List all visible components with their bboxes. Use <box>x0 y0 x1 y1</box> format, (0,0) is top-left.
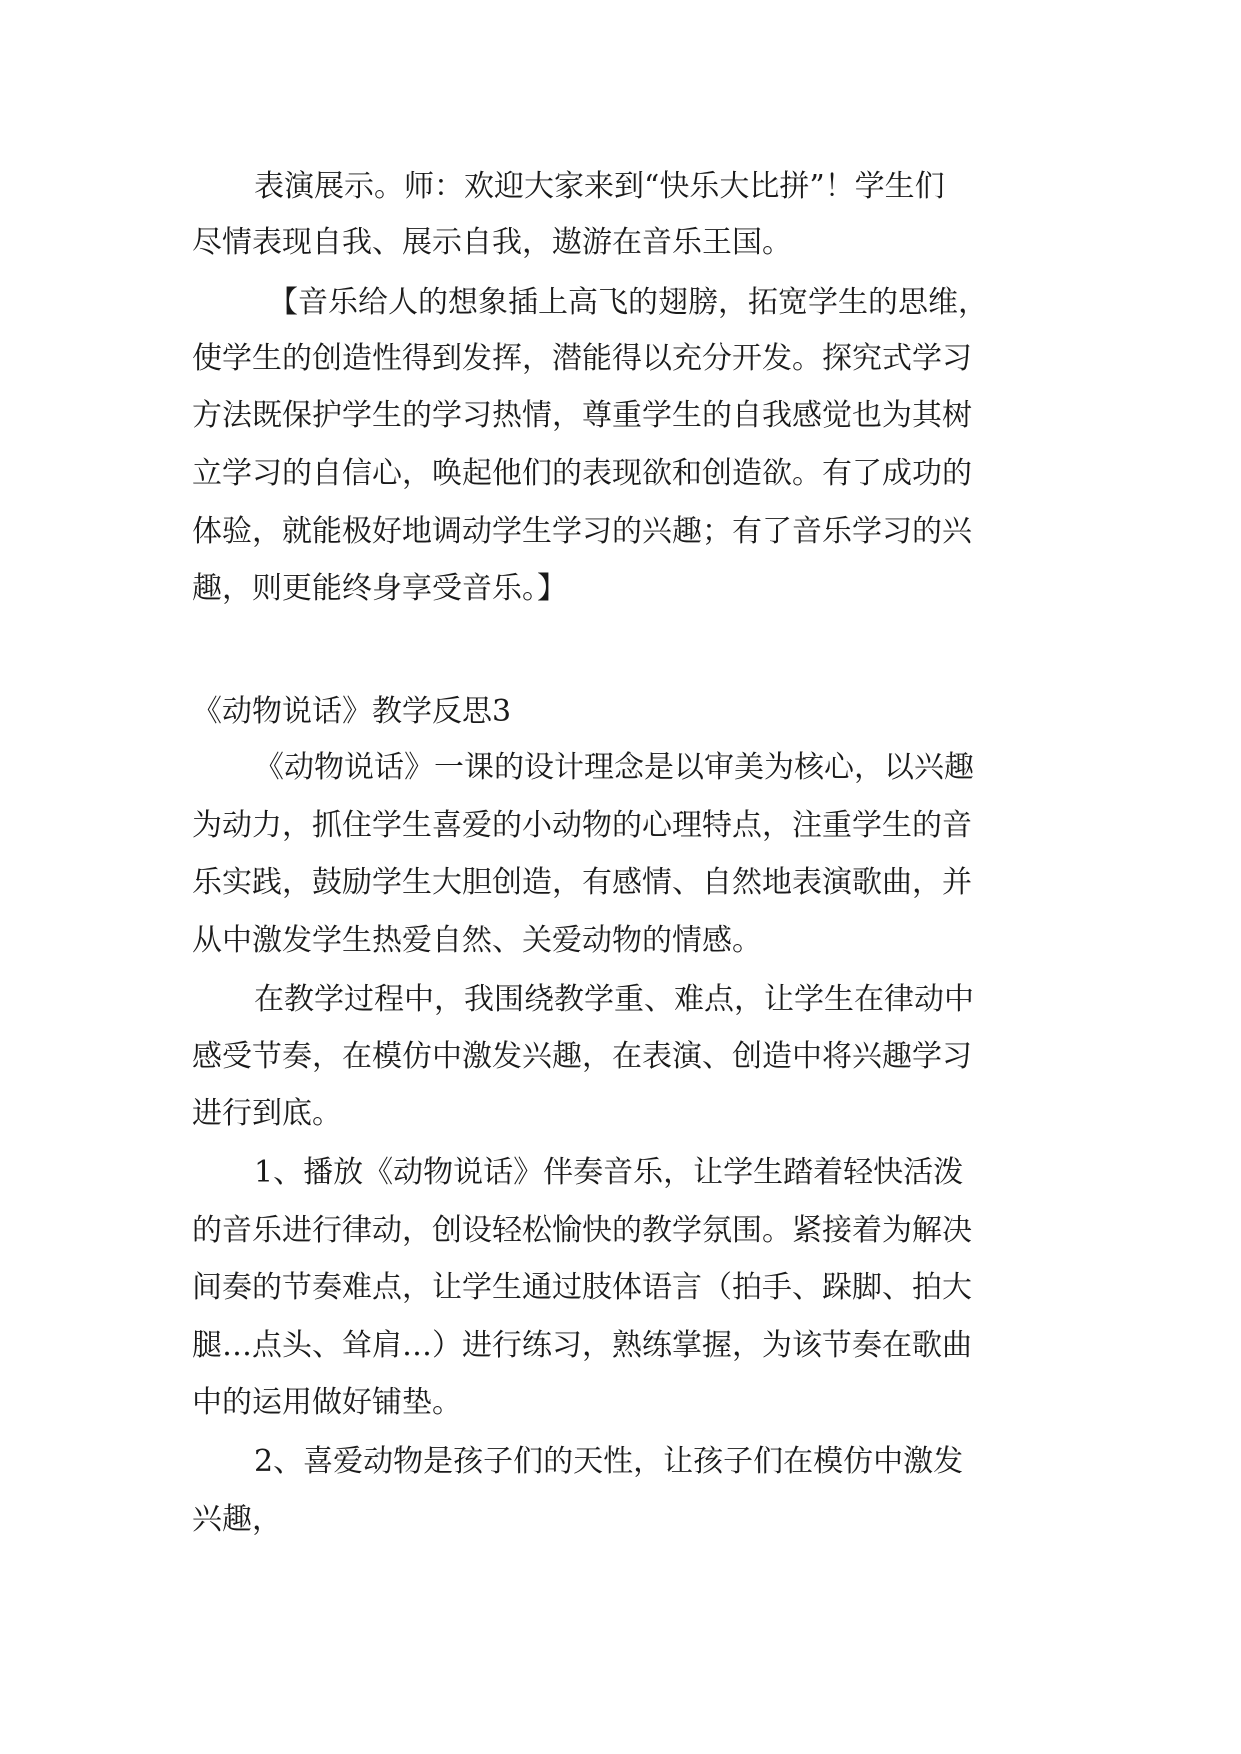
paragraph-line: 尽情表现自我、展示自我，遨游在音乐王国。 <box>192 225 792 260</box>
paragraph-line: 在教学过程中，我围绕教学重、难点，让学生在律动中 <box>254 982 974 1017</box>
paragraph-line: 的音乐进行律动，创设轻松愉快的教学氛围。紧接着为解决 <box>192 1213 972 1248</box>
paragraph-line: 【音乐给人的想象插上高飞的翅膀，拓宽学生的思维， <box>268 285 988 320</box>
paragraph-line: 1、播放《动物说话》伴奏音乐，让学生踏着轻快活泼 <box>254 1155 964 1190</box>
paragraph-line: 体验，就能极好地调动学生学习的兴趣；有了音乐学习的兴 <box>192 514 972 549</box>
paragraph-line: 使学生的创造性得到发挥，潜能得以充分开发。探究式学习 <box>192 341 972 376</box>
paragraph-line: 进行到底。 <box>192 1096 342 1131</box>
paragraph-line: 趣，则更能终身享受音乐。】 <box>192 571 567 606</box>
paragraph-line: 中的运用做好铺垫。 <box>192 1385 462 1420</box>
paragraph-line: 从中激发学生热爱自然、关爱动物的情感。 <box>192 923 762 958</box>
section-title: 《动物说话》教学反思3 <box>192 694 512 729</box>
paragraph-line: 腿…点头、耸肩…）进行练习，熟练掌握，为该节奏在歌曲 <box>192 1328 972 1363</box>
paragraph-line: 感受节奏，在模仿中激发兴趣，在表演、创造中将兴趣学习 <box>192 1039 972 1074</box>
paragraph-line: 为动力，抓住学生喜爱的小动物的心理特点，注重学生的音 <box>192 808 972 843</box>
paragraph-line: 兴趣， <box>192 1502 282 1537</box>
paragraph-line: 立学习的自信心，唤起他们的表现欲和创造欲。有了成功的 <box>192 456 972 491</box>
paragraph-line: 间奏的节奏难点，让学生通过肢体语言（拍手、跺脚、拍大 <box>192 1270 972 1305</box>
paragraph-line: 《动物说话》一课的设计理念是以审美为核心，以兴趣 <box>254 750 974 785</box>
paragraph-line: 2、喜爱动物是孩子们的天性，让孩子们在模仿中激发 <box>254 1444 964 1479</box>
paragraph-line: 表演展示。师：欢迎大家来到“快乐大比拼”！学生们 <box>254 169 945 204</box>
paragraph-line: 方法既保护学生的学习热情，尊重学生的自我感觉也为其树 <box>192 398 972 433</box>
paragraph-line: 乐实践，鼓励学生大胆创造，有感情、自然地表演歌曲，并 <box>192 865 972 900</box>
